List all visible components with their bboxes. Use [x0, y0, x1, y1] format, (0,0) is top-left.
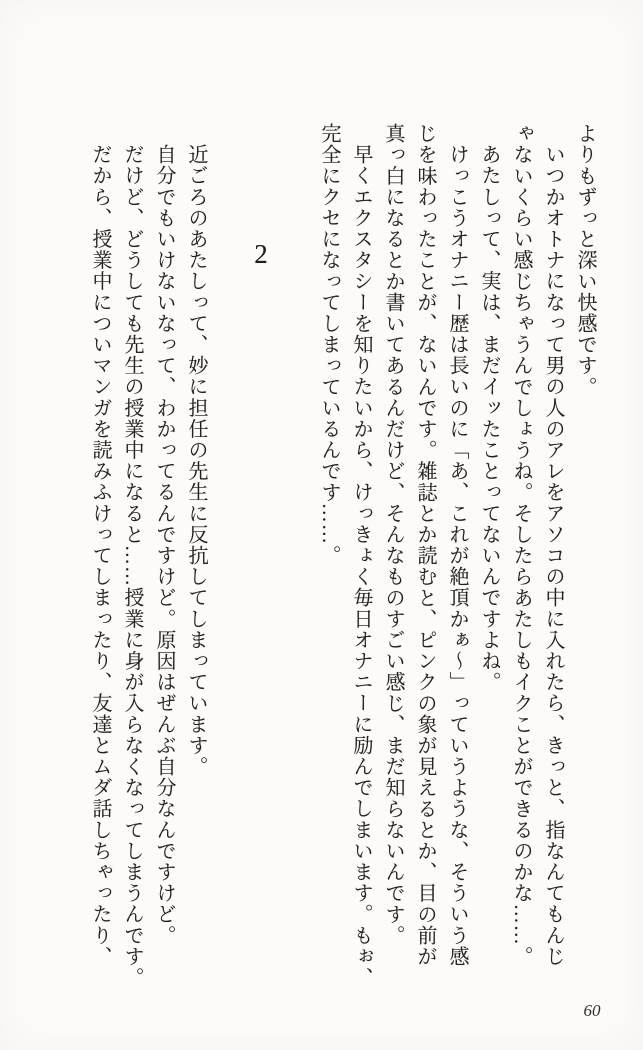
text-line: けっこうオナニー歴は長いのに「あ、これが絶頂かぁ〜」っていうような、そういう感: [446, 144, 468, 967]
text-line: 完全にクセになってしまっているんです……。: [318, 123, 340, 567]
text-line: だけど、どうしても先生の授業中になると……授業に身が入らなくなってしまうんです。: [121, 144, 143, 988]
main-text-block: [313, 123, 601, 988]
text-line: ゃないくらい感じちゃうんでしょうね。そしたらあたしもイクことができるのかな……。: [510, 123, 532, 967]
text-line: 早くエクスタシーを知りたいから、けっきょく毎日オナニーに励んでしまいます。もぉ、: [350, 144, 372, 988]
text-line: じを味わったことが、ないんです。雑誌とか読むと、ピンクの象が見えるとか、目の前が: [414, 123, 436, 967]
text-line: だから、授業中についマンガを読みふけってしまったり、友達とムダ話しちゃったり、: [89, 144, 111, 967]
text-line: 真っ白になるとか書いてあるんだけど、そんなものすごい感じ、まだ知らないんです。: [382, 123, 404, 946]
text-line: 自分でもいけないなって、わかってるんですけど。原因はぜんぶ自分なんですけど。: [153, 144, 175, 946]
text-line: いつかオトナになって男の人のアレをアソコの中に入れたら、きっと、指なんてもんじ: [542, 144, 564, 967]
section-number: 2: [254, 239, 268, 269]
text-line: あたしって、実は、まだイッたことってないんですよね。: [478, 144, 500, 693]
section-text-block: [84, 123, 212, 988]
page-number: 60: [583, 1001, 601, 1020]
text-line: 近ごろのあたしって、妙に担任の先生に反抗してしまっています。: [185, 144, 207, 777]
text-line: よりもずっと深い快感です。: [574, 123, 596, 398]
